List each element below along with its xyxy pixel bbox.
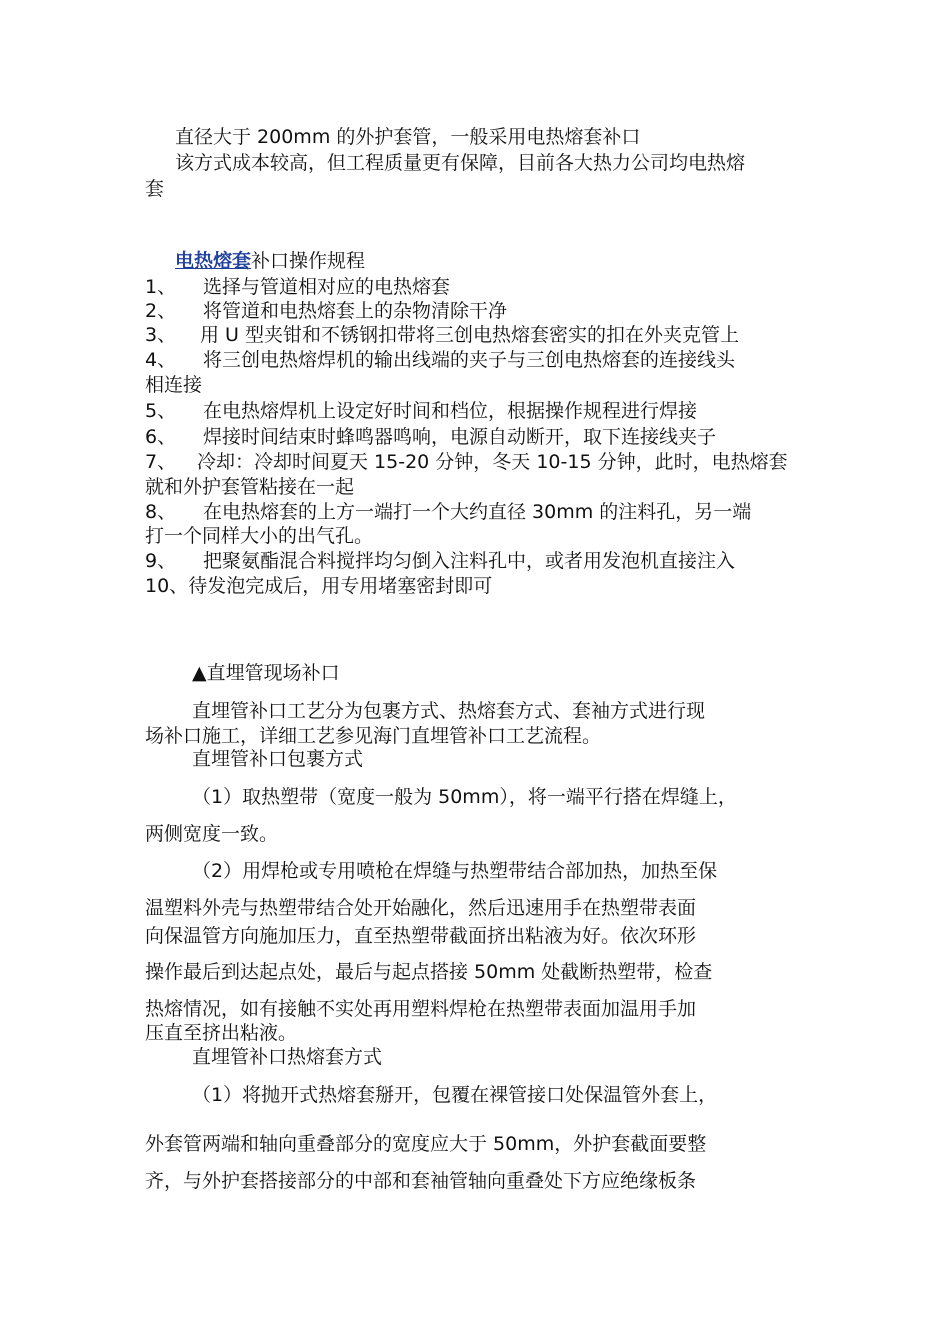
- hotmelt-step-1-line-3: 齐，与外护套搭接部分的中部和套袖管轴向重叠处下方应绝缘板条: [145, 1170, 697, 1192]
- intro-line-1: 直径大于 200mm 的外护套管，一般采用电热熔套补口: [175, 126, 641, 148]
- step-number: 1、: [145, 276, 177, 298]
- hotmelt-step-1-line-1: （1）将抛开式热熔套掰开，包覆在裸管接口处保温管外套上，: [192, 1084, 718, 1106]
- intro-line-3: 套: [145, 178, 165, 200]
- step-10: [145, 573, 810, 599]
- step-text: 在电热熔焊机上设定好时间和档位，根据操作规程进行焊接: [203, 400, 698, 422]
- procedure-heading-text: 补口操作规程: [251, 250, 366, 272]
- step-9: [145, 548, 810, 574]
- wrap-step-2-line-2: 温塑料外壳与热塑带结合处开始融化，然后迅速用手在热塑带表面: [145, 897, 697, 919]
- step-7: [145, 449, 810, 475]
- wrap-step-2-line-6: 压直至挤出粘液。: [145, 1022, 298, 1044]
- step-number: 2、: [145, 300, 177, 322]
- step-number: 10、: [145, 575, 189, 597]
- wrap-step-2-line-1: （2）用焊枪或专用喷枪在焊缝与热塑带结合部加热，加热至保: [192, 860, 718, 882]
- step-5: [145, 398, 810, 424]
- wrap-method-heading: 直埋管补口包裹方式: [192, 748, 364, 770]
- step-8: [145, 499, 810, 525]
- step-number: 9、: [145, 550, 177, 572]
- procedure-heading: [175, 248, 840, 274]
- step-text: 用 U 型夹钳和不锈钢扣带将三创电热熔套密实的扣在外夹克管上: [200, 324, 739, 346]
- step-number: 4、: [145, 349, 177, 371]
- step-text: 选择与管道相对应的电热熔套: [203, 276, 451, 298]
- step-text: 冷却：冷却时间夏天 15-20 分钟，冬天 10-15 分钟，此时，电热熔套: [197, 451, 788, 473]
- intro-line-2: 该方式成本较高，但工程质量更有保障，目前各大热力公司均电热熔: [175, 152, 746, 174]
- step-text: 将管道和电热熔套上的杂物清除干净: [203, 300, 508, 322]
- step-text: 把聚氨酯混合料搅拌均匀倒入注料孔中，或者用发泡机直接注入: [203, 550, 736, 572]
- step-3: [145, 322, 810, 348]
- step-number: 5、: [145, 400, 177, 422]
- wrap-step-1-line-2: 两侧宽度一致。: [145, 823, 279, 845]
- step-text: 焊接时间结束时蜂鸣器鸣响，电源自动断开，取下连接线夹子: [203, 426, 717, 448]
- electrofusion-sleeve-link[interactable]: 电热熔套: [175, 250, 252, 272]
- step-4: [145, 347, 810, 373]
- section-title: ▲直埋管现场补口: [192, 662, 340, 684]
- step-number: 8、: [145, 501, 177, 523]
- wrap-step-1-line-1: （1）取热塑带（宽度一般为 50mm），将一端平行搭在焊缝上，: [192, 786, 737, 808]
- step-4-cont: 相连接: [145, 374, 203, 396]
- wrap-step-2-line-5: 热熔情况，如有接触不实处再用塑料焊枪在热塑带表面加温用手加: [145, 998, 697, 1020]
- step-2: [145, 298, 810, 324]
- wrap-step-2-line-3: 向保温管方向施加压力，直至热塑带截面挤出粘液为好。依次环形: [145, 925, 697, 947]
- step-text: 待发泡完成后，用专用堵塞密封即可: [188, 575, 493, 597]
- section-para-line-2: 场补口施工，详细工艺参见海门直埋管补口工艺流程。: [145, 725, 602, 747]
- step-number: 6、: [145, 426, 177, 448]
- step-number: 7、: [145, 451, 177, 473]
- step-text: 在电热熔套的上方一端打一个大约直径 30mm 的注料孔，另一端: [203, 501, 752, 523]
- step-8-cont: 打一个同样大小的出气孔。: [145, 525, 374, 547]
- step-6: [145, 424, 810, 450]
- wrap-step-2-line-4: 操作最后到达起点处，最后与起点搭接 50mm 处截断热塑带，检查: [145, 961, 713, 983]
- section-para-line-1: 直埋管补口工艺分为包裹方式、热熔套方式、套袖方式进行现: [192, 700, 706, 722]
- step-text: 将三创电热熔焊机的输出线端的夹子与三创电热熔套的连接线头: [203, 349, 736, 371]
- step-1: [145, 274, 810, 300]
- step-7-cont: 就和外护套管粘接在一起: [145, 476, 355, 498]
- hotmelt-method-heading: 直埋管补口热熔套方式: [192, 1046, 383, 1068]
- hotmelt-step-1-line-2: 外套管两端和轴向重叠部分的宽度应大于 50mm，外护套截面要整: [145, 1133, 707, 1155]
- step-number: 3、: [145, 324, 177, 346]
